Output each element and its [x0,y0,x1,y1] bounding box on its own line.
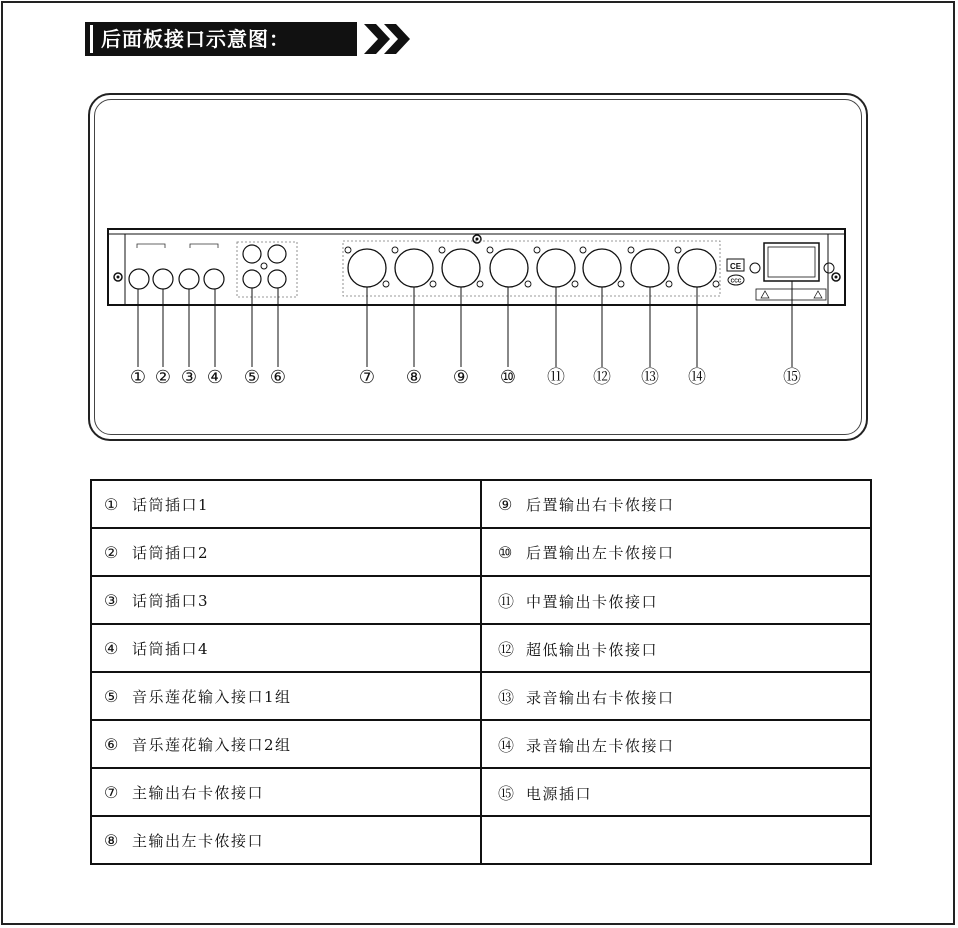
mounting-hole [487,247,493,253]
legend-cell [481,672,871,720]
legend-label: 录音输出右卡侬接口 [526,688,675,707]
legend-number: ④ [104,638,119,658]
table-row [91,624,871,672]
legend-cell [91,576,481,624]
mounting-hole [572,281,578,287]
legend-label: 电源插口 [526,784,593,803]
power-socket [764,243,819,281]
table-row [91,672,871,720]
legend-number: ① [104,494,119,514]
xlr-jack-3 [442,249,480,287]
callout-number: ② [154,367,172,388]
mounting-hole [713,281,719,287]
xlr-jack-5 [537,249,575,287]
xlr-jack-7 [631,249,669,287]
mounting-hole [477,281,483,287]
callout-number: ① [129,367,147,388]
callout-number: ⑦ [358,367,376,388]
mounting-hole [675,247,681,253]
legend-cell [91,624,481,672]
legend-cell [481,624,871,672]
mic-jack-2 [153,269,173,289]
callout-number: ⑥ [269,367,287,388]
callout-number: ⑩ [499,367,517,388]
legend-number: ⑥ [104,734,119,754]
callout-number: ⑧ [405,367,423,388]
legend-label: 音乐莲花输入接口1组 [132,687,292,706]
legend-cell [481,720,871,768]
mic-jack-1 [129,269,149,289]
section-title: 后面板接口示意图： [85,22,357,56]
legend-cell [91,672,481,720]
callout-number: ⑪ [547,367,565,388]
legend-label: 主输出右卡侬接口 [132,783,265,802]
mounting-hole [525,281,531,287]
xlr-jack-1 [348,249,386,287]
legend-cell [481,528,871,576]
callout-number: ⑭ [688,367,706,388]
callout-number: ③ [180,367,198,388]
svg-text:CCC: CCC [730,278,742,285]
table-row [91,768,871,816]
callout-number: ⑬ [641,367,659,388]
legend-number: ⑪ [498,591,515,611]
mounting-hole [666,281,672,287]
legend-number: ② [104,542,119,562]
legend-cell [91,528,481,576]
legend-number: ⑬ [498,687,515,707]
table-row [91,720,871,768]
callout-number: ⑤ [243,367,261,388]
legend-cell [91,720,481,768]
mounting-hole [580,247,586,253]
callout-number: ⑮ [783,367,801,388]
rca-jack [243,245,261,263]
legend-number: ⑮ [498,783,515,803]
xlr-jack-6 [583,249,621,287]
callout-number: ⑨ [452,367,470,388]
legend-number: ⑦ [104,782,119,802]
xlr-connector-group [345,247,719,287]
legend-cell [91,768,481,816]
legend-cell [91,816,481,864]
callout-number: ④ [206,367,224,388]
legend-number: ③ [104,590,119,610]
legend-label: 话筒插口4 [132,639,210,658]
legend-label: 话筒插口2 [132,543,210,562]
connector-legend-table [90,479,872,865]
legend-label: 主输出左卡侬接口 [132,831,265,850]
callout-number: ⑫ [593,367,611,388]
legend-number: ⑭ [498,735,515,755]
legend-label: 话筒插口3 [132,591,210,610]
legend-number: ⑤ [104,686,119,706]
legend-cell [481,480,871,528]
rca-jack [268,245,286,263]
legend-label: 中置输出卡侬接口 [526,592,659,611]
svg-text:CE: CE [729,262,742,271]
mounting-hole [439,247,445,253]
legend-label: 录音输出左卡侬接口 [526,736,675,755]
legend-number: ⑫ [498,639,515,659]
legend-cell [481,768,871,816]
legend-label: 话筒插口1 [132,495,210,514]
mounting-hole [618,281,624,287]
legend-label: 超低输出卡侬接口 [526,640,659,659]
mounting-hole [430,281,436,287]
xlr-jack-8 [678,249,716,287]
table-row [91,480,871,528]
legend-cell [481,576,871,624]
legend-cell [481,816,871,864]
rca-jack [268,270,286,288]
legend-number: ⑩ [498,542,513,562]
xlr-jack-2 [395,249,433,287]
table-row [91,528,871,576]
legend-number: ⑧ [104,830,119,850]
mic-jack-3 [179,269,199,289]
mounting-hole [534,247,540,253]
xlr-jack-4 [490,249,528,287]
mounting-hole [383,281,389,287]
table-row [91,576,871,624]
mounting-hole [628,247,634,253]
mic-jack-4 [204,269,224,289]
legend-cell [91,480,481,528]
mounting-hole [392,247,398,253]
legend-label: 后置输出左卡侬接口 [526,543,675,562]
legend-number: ⑨ [498,494,513,514]
rca-jack [243,270,261,288]
legend-label: 后置输出右卡侬接口 [526,495,675,514]
mounting-hole [345,247,351,253]
table-row [91,816,871,864]
legend-label: 音乐莲花输入接口2组 [132,735,292,754]
